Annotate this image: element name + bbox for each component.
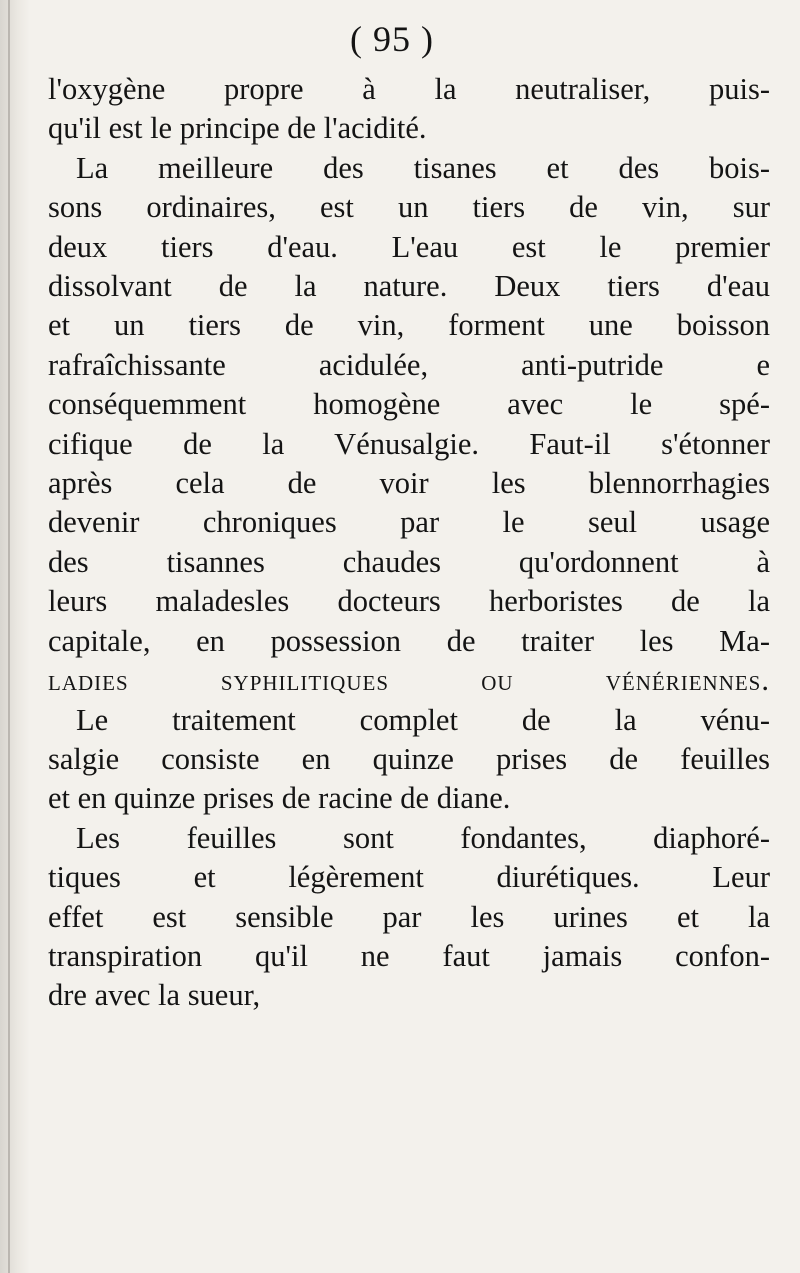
text-line: après cela de voir les blennorrhagies xyxy=(48,466,770,501)
text-line: tiques et légèrement diurétiques. Leur xyxy=(48,860,770,895)
body-text xyxy=(48,70,770,1016)
text-line: La meilleure des tisanes et des bois- xyxy=(76,150,770,185)
text-line: sons ordinaires, est un tiers de vin, sur xyxy=(48,190,770,225)
text-line: transpiration qu'il ne faut jamais confon- xyxy=(48,938,770,973)
text-line: dissolvant de la nature. Deux tiers d'eau xyxy=(48,269,770,304)
page-binding-shadow xyxy=(0,0,30,1273)
text-line: deux tiers d'eau. L'eau est le premier xyxy=(48,229,770,264)
text-line: rafraîchissante acidulée, anti-putride e xyxy=(48,347,770,382)
page-binding-edge xyxy=(8,0,10,1273)
text-line: l'oxygène propre à la neutraliser, puis- xyxy=(48,72,770,106)
text-line: et un tiers de vin, forment une boisson xyxy=(48,308,770,343)
page-number: ( 95 ) xyxy=(350,19,434,59)
text-line: capitale, en possession de traiter les Ma- xyxy=(48,623,770,658)
text-line: Les feuilles sont fondantes, diaphoré- xyxy=(76,820,770,855)
text-line: des tisannes chaudes qu'ordonnent à xyxy=(48,544,770,579)
text-line: salgie consiste en quinze prises de feuilles xyxy=(48,741,770,776)
text-line: dre avec la sueur, xyxy=(48,978,261,1013)
text-line: qu'il est le principe de l'acidité. xyxy=(48,111,427,146)
text-line: ladies syphilitiques ou vénériennes. xyxy=(48,663,770,698)
text-line: cifique de la Vénusalgie. Faut-il s'étonner xyxy=(48,426,770,461)
text-line: Le traitement complet de la vénu- xyxy=(76,702,770,737)
text-line: et en quinze prises de racine de diane. xyxy=(48,781,511,816)
text-line: conséquemment homogène avec le spé- xyxy=(48,387,770,422)
text-line: effet est sensible par les urines et la xyxy=(48,899,770,934)
text-line: devenir chroniques par le seul usage xyxy=(48,505,770,540)
text-line: leurs maladesles docteurs herboristes de la xyxy=(48,584,770,619)
